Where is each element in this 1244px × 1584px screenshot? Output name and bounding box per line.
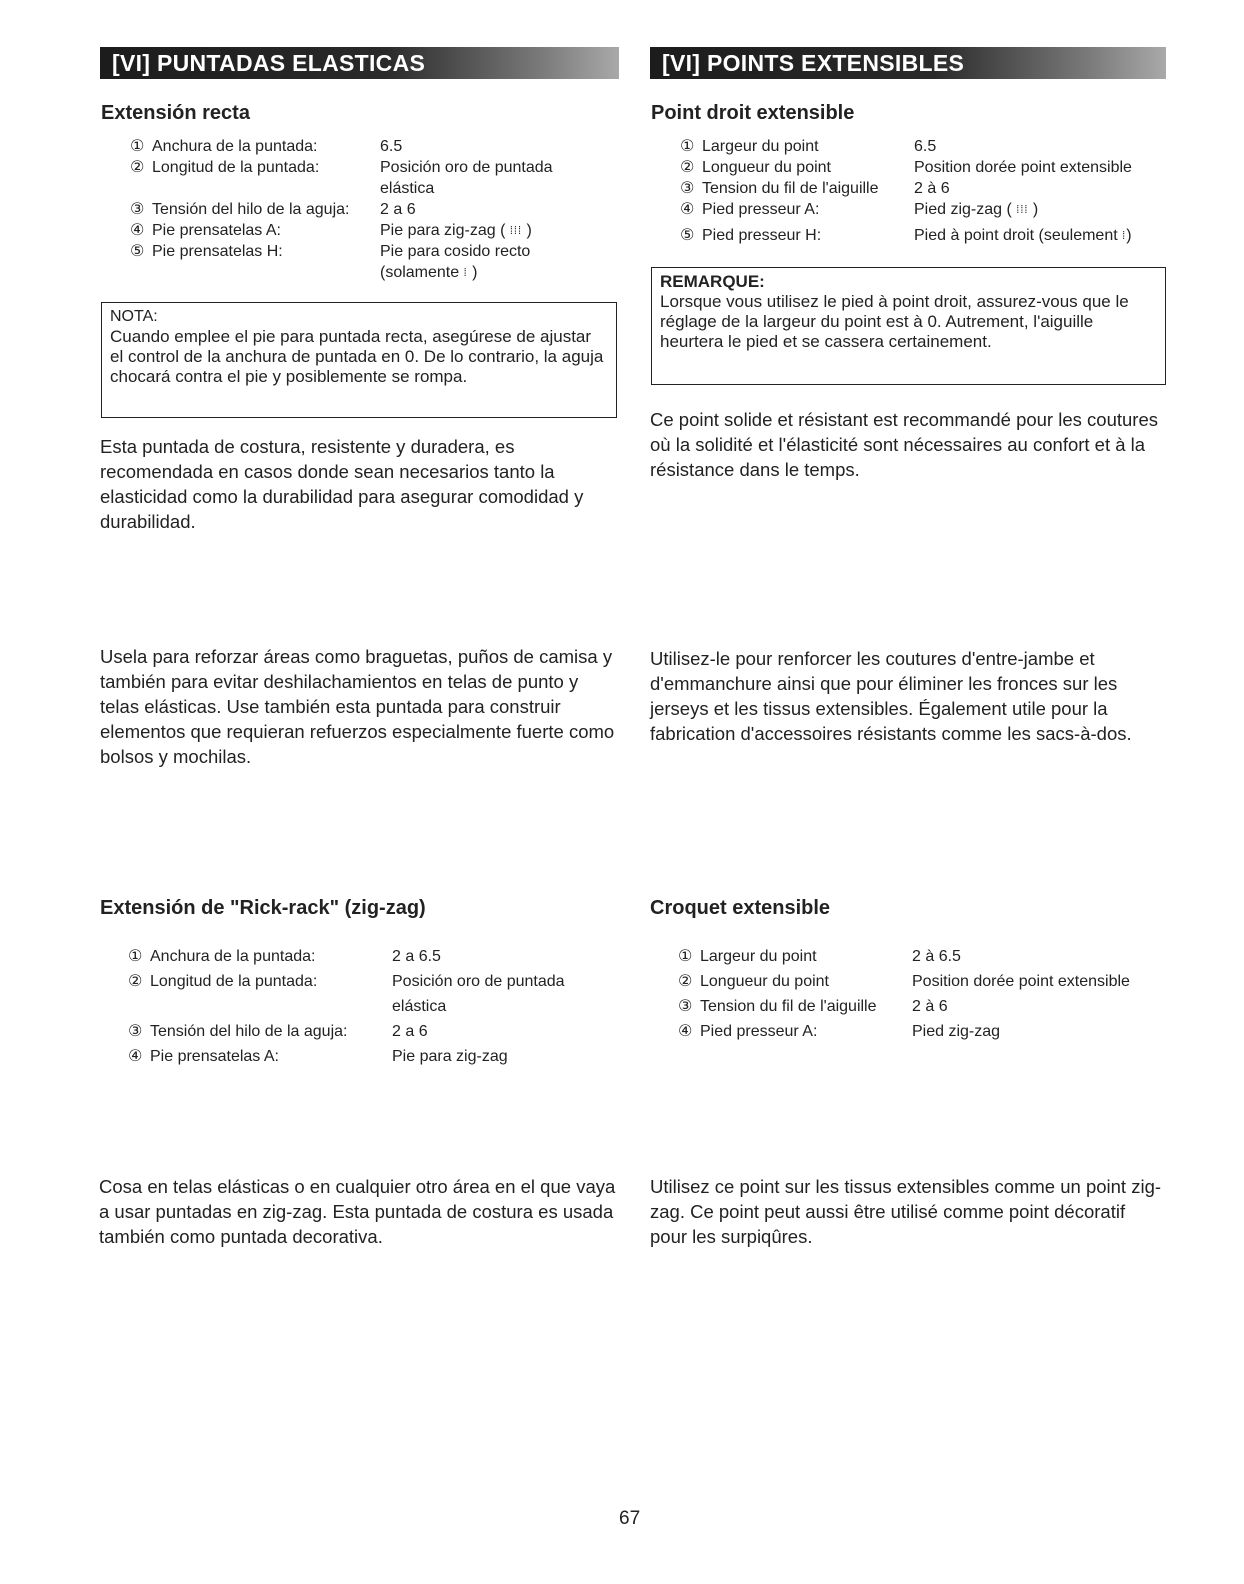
spec-label: Longitud de la puntada:: [150, 973, 318, 990]
spec-value: 2 à 6.5: [912, 948, 961, 965]
spec-value: 2 a 6: [380, 201, 416, 218]
spec-row: [680, 199, 1170, 220]
spec-value: Pie para zig-zag ( ⁞⁞⁞ ): [380, 222, 532, 239]
paragraph-es-3: Cosa en telas elásticas o en cualquier otro área en el que vaya a usar puntadas en zig-zag. Esta puntada de costura es usada también como puntada decorativa.: [99, 1176, 616, 1247]
spec-value-cont: elástica: [392, 998, 447, 1015]
spec-label: Largeur du point: [702, 138, 819, 155]
spec-label: Longueur du point: [702, 159, 831, 176]
page-number: 67: [619, 1508, 641, 1529]
item-number: ①: [130, 138, 145, 155]
spec-label: Tension du fil de l'aiguille: [700, 998, 877, 1015]
paragraph-es-1: Esta puntada de costura, resistente y duradera, es recomendada en casos donde sean necesarios tanto la elasticidad como la durabilidad para asegurar comodidad y durabilidad.: [100, 436, 584, 532]
spec-row: [680, 157, 1170, 178]
spec-row: [130, 178, 610, 199]
spec-row: [128, 994, 618, 1019]
spec-value: 2 a 6.5: [392, 948, 441, 965]
spec-label: Largeur du point: [700, 948, 817, 965]
item-number: ①: [128, 948, 143, 965]
item-number: ④: [128, 1048, 143, 1065]
item-number: ②: [678, 973, 693, 990]
item-number: ③: [680, 180, 695, 197]
spec-value: Pied zig-zag: [912, 1023, 1001, 1040]
spec-value: Position dorée point extensible: [914, 159, 1132, 176]
spec-value: 6.5: [914, 138, 937, 155]
paragraph-fr-2: Utilisez-le pour renforcer les coutures d'entre-jambe et d'emmanchure ainsi que pour éliminer les fronces sur les jerseys et les tissus extensibles. Également utile pour la fabrication d'accessoires résistants comme les sacs-à-dos.: [650, 648, 1132, 744]
spec-row: [678, 1019, 1168, 1044]
note-title: NOTA:: [110, 308, 158, 325]
spec-value-cont: (solamente ⁞ ): [380, 264, 478, 281]
heading-rick-rack: Extensión de "Rick-rack" (zig-zag): [100, 897, 426, 919]
item-number: ⑤: [130, 243, 145, 260]
spec-value: Pie para cosido recto: [380, 243, 531, 260]
spec-value: Pie para zig-zag: [392, 1048, 508, 1065]
item-number: ①: [680, 138, 695, 155]
spec-row: [128, 944, 618, 969]
spec-value: 2 a 6: [392, 1023, 428, 1040]
spec-list-fr-1: [680, 136, 1170, 246]
spec-label: Longueur du point: [700, 973, 829, 990]
note-box-es: [101, 302, 617, 418]
spec-value: Pied à point droit (seulement ⁞): [914, 227, 1132, 244]
spec-label: Pied presseur A:: [702, 201, 820, 218]
item-number: ⑤: [680, 227, 695, 244]
paragraph-fr-1: Ce point solide et résistant est recommandé pour les coutures où la solidité et l'élasticité sont nécessaires au confort et à la résistance dans le temps.: [650, 409, 1158, 480]
paragraph-fr-3: Utilisez ce point sur les tissus extensibles comme un point zig-zag. Ce point peut aussi être utilisé comme point décoratif pour les surpiqûres.: [650, 1176, 1162, 1247]
spec-label: Pie prensatelas H:: [152, 243, 283, 260]
spec-value: 2 à 6: [914, 180, 950, 197]
spec-label: Longitud de la puntada:: [152, 159, 320, 176]
spec-row: [678, 994, 1168, 1019]
stitch-symbol-icon: ⁞: [1122, 229, 1127, 242]
spec-row: [130, 199, 610, 220]
stitch-symbol-icon: ⁞⁞⁞: [1016, 203, 1029, 216]
item-number: ④: [678, 1023, 693, 1040]
spec-row: [128, 969, 618, 994]
spec-list-fr-2: [678, 944, 1168, 1044]
item-number: ④: [680, 201, 695, 218]
spec-value: Posición oro de puntada: [380, 159, 553, 176]
spec-label: Tension du fil de l'aiguille: [702, 180, 879, 197]
spec-label: Tensión del hilo de la aguja:: [150, 1023, 348, 1040]
spec-label: Pie prensatelas A:: [150, 1048, 279, 1065]
spec-label: Anchura de la puntada:: [152, 138, 318, 155]
spec-value: 2 à 6: [912, 998, 948, 1015]
item-number: ③: [128, 1023, 143, 1040]
spec-row: [680, 225, 1170, 246]
spec-value: 6.5: [380, 138, 403, 155]
stitch-symbol-icon: ⁞: [463, 266, 468, 279]
spec-row: [128, 1019, 618, 1044]
spec-value: Pied zig-zag ( ⁞⁞⁞ ): [914, 201, 1039, 218]
spec-row: [128, 1044, 618, 1069]
spec-label: Pie prensatelas A:: [152, 222, 281, 239]
spec-label: Anchura de la puntada:: [150, 948, 316, 965]
section-banner-es: [VI] PUNTADAS ELASTICAS: [100, 47, 619, 79]
spec-label: Tensión del hilo de la aguja:: [152, 201, 350, 218]
stitch-symbol-icon: ⁞⁞⁞: [509, 224, 523, 237]
item-number: ②: [680, 159, 695, 176]
spec-row: [130, 262, 610, 283]
item-number: ②: [130, 159, 145, 176]
heading-croquet: Croquet extensible: [650, 897, 831, 919]
spec-label: Pied presseur H:: [702, 227, 822, 244]
spec-row: [680, 136, 1170, 157]
spec-row: [130, 157, 610, 178]
note-box-fr: [651, 267, 1166, 385]
item-number: ④: [130, 222, 145, 239]
spec-list-es-1: [130, 136, 610, 283]
spec-row: [130, 241, 610, 262]
note-text: Lorsque vous utilisez le pied à point droit, assurez-vous que le réglage de la largeur du point est à 0. Autrement, l'aiguille heurtera le pied et se cassera certainement.: [660, 292, 1129, 351]
spec-row: [678, 969, 1168, 994]
spec-row: [680, 178, 1170, 199]
spec-list-es-2: [128, 944, 618, 1069]
spec-row: [678, 944, 1168, 969]
spec-value: Posición oro de puntada: [392, 973, 565, 990]
item-number: ②: [128, 973, 143, 990]
spec-value-cont: elástica: [380, 180, 435, 197]
item-number: ③: [130, 201, 145, 218]
spec-row: [130, 136, 610, 157]
section-banner-fr: [VI] POINTS EXTENSIBLES: [650, 47, 1166, 79]
spec-label: Pied presseur A:: [700, 1023, 818, 1040]
heading-point-droit: Point droit extensible: [651, 102, 855, 124]
item-number: ①: [678, 948, 693, 965]
note-text: Cuando emplee el pie para puntada recta, asegúrese de ajustar el control de la anchura de puntada en 0. De lo contrario, la aguja chocará contra el pie y posiblemente se rompa.: [110, 327, 604, 386]
spec-row: [130, 220, 610, 241]
paragraph-es-2: Usela para reforzar áreas como braguetas, puños de camisa y también para evitar deshilachamientos en telas de punto y telas elásticas. Use también esta puntada para construir elementos que requieran refuerzos especialmente fuerte como bolsos y mochilas.: [100, 646, 615, 767]
note-title: REMARQUE:: [660, 272, 765, 291]
item-number: ③: [678, 998, 693, 1015]
spec-value: Position dorée point extensible: [912, 973, 1130, 990]
heading-extension-recta: Extensión recta: [101, 102, 250, 124]
